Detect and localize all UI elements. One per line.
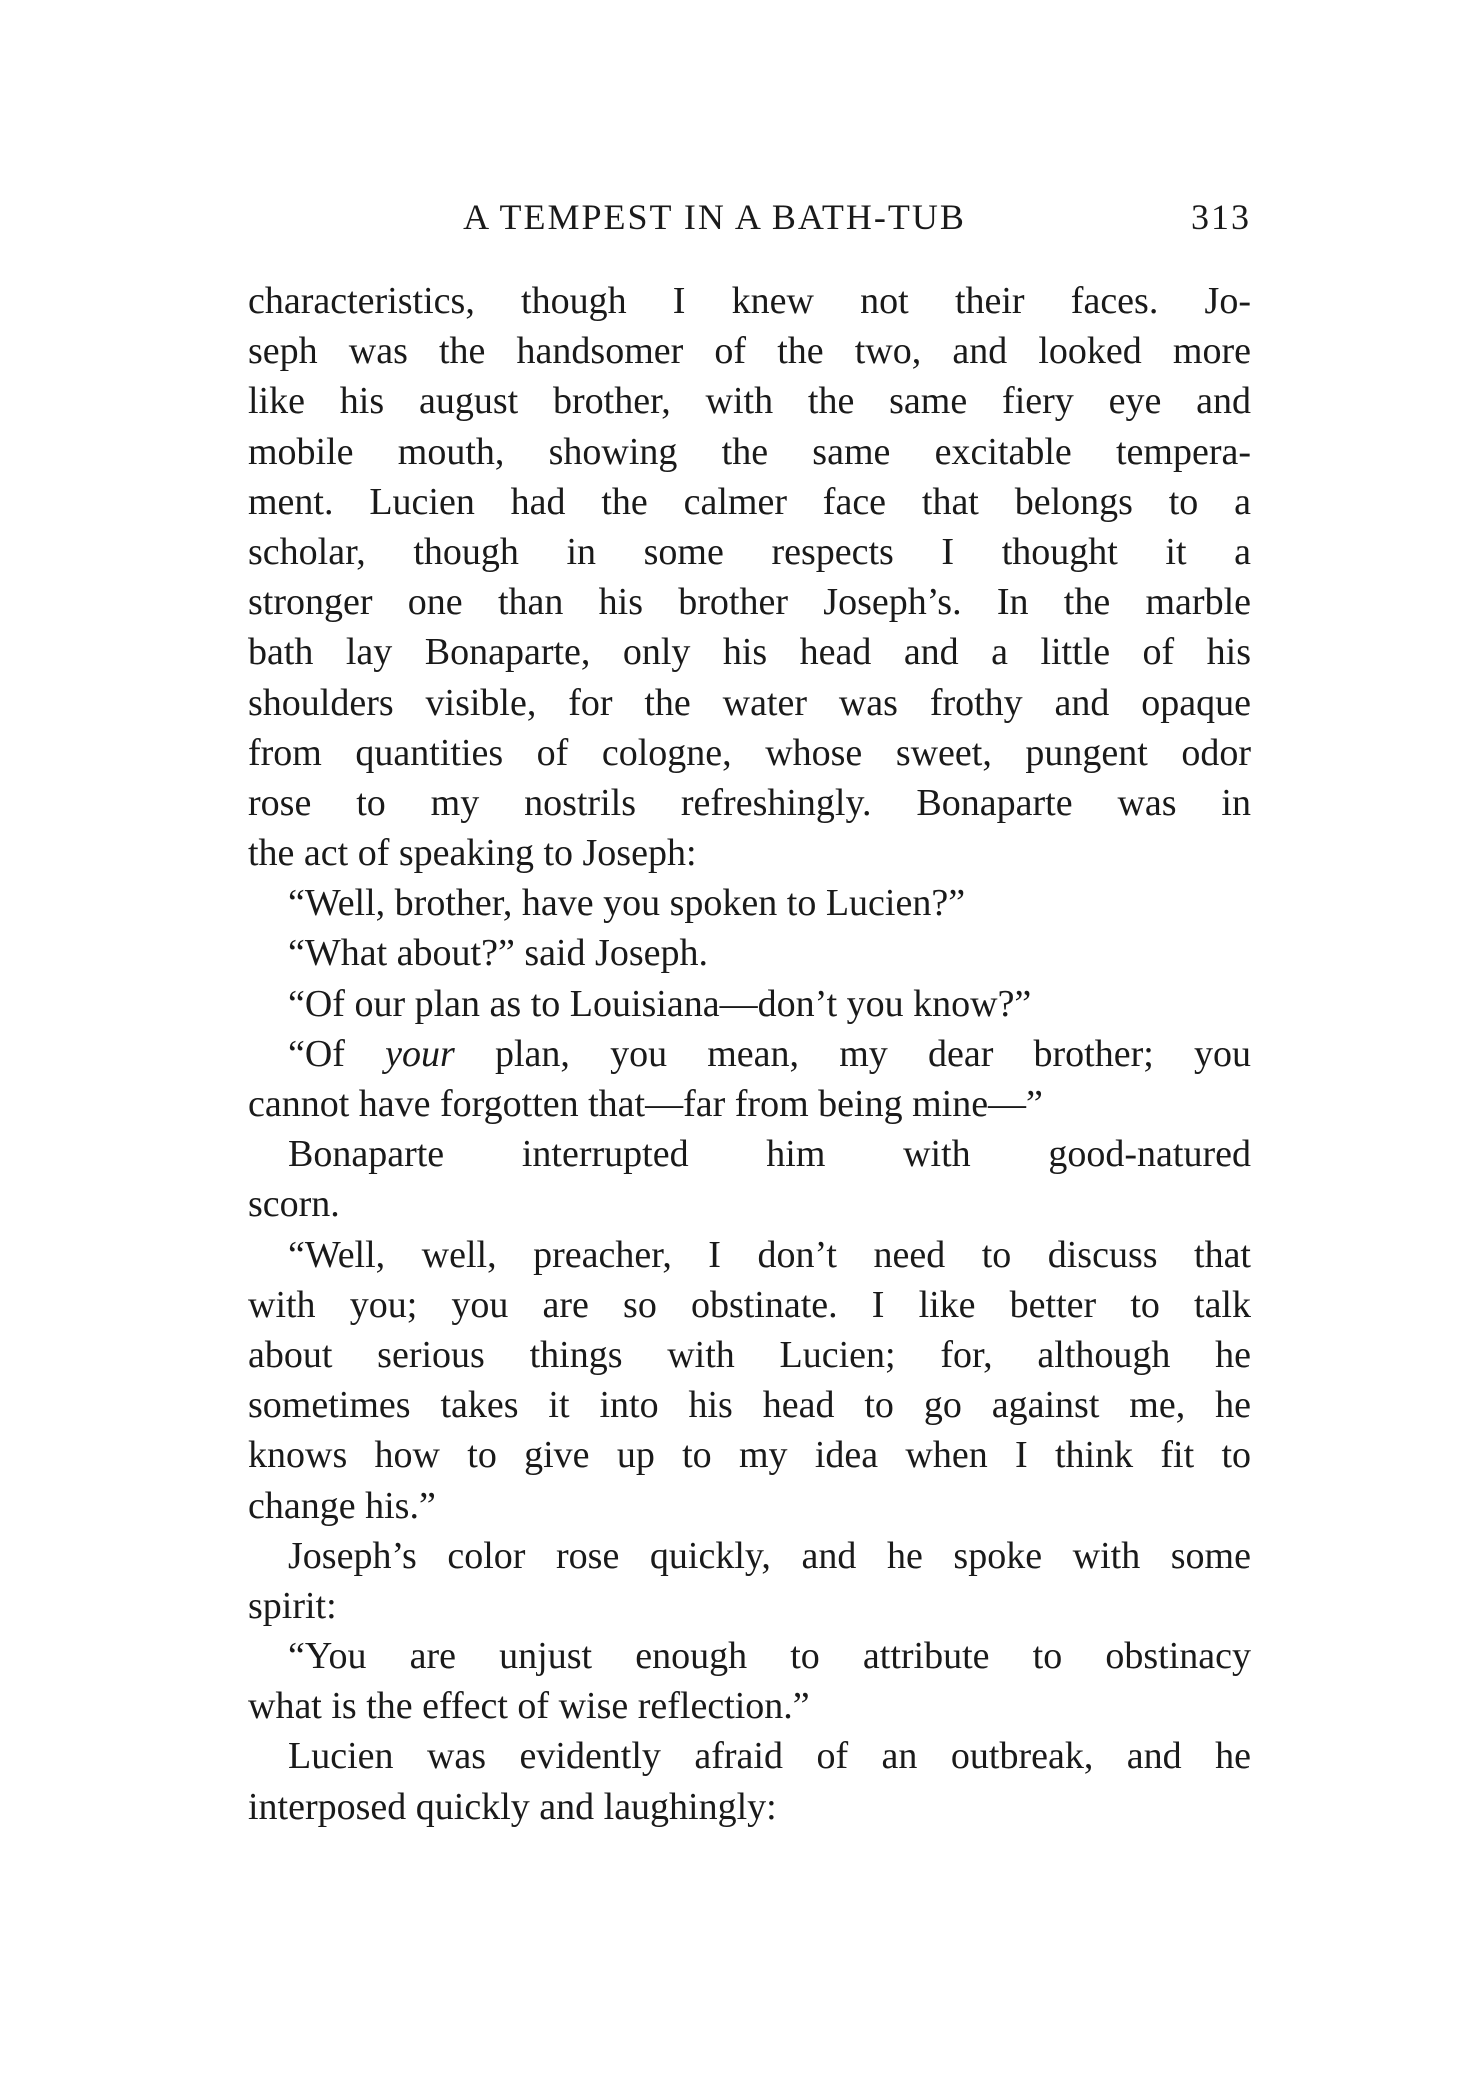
text-line: Lucien was evidently afraid of an outbreak, and he <box>288 1735 1251 1778</box>
text-line: Joseph’s color rose quickly, and he spoke with some <box>288 1534 1251 1577</box>
running-head <box>248 196 1251 248</box>
text-line: “Well, brother, have you spoken to Lucien?” <box>288 882 966 925</box>
text-line: characteristics, though I knew not their faces. Jo- <box>248 280 1251 322</box>
text-line: what is the effect of wise reflection.” <box>248 1685 810 1728</box>
text-line: rose to my nostrils refreshingly. Bonaparte was in <box>248 781 1251 824</box>
text-line: sometimes takes it into his head to go against me, he <box>248 1384 1251 1427</box>
page-number: 313 <box>1191 197 1251 237</box>
text-line: like his august brother, with the same fiery eye and <box>248 380 1251 423</box>
text-line: spirit: <box>248 1584 337 1627</box>
text-line: change his.” <box>248 1484 436 1527</box>
text-line: “Of our plan as to Louisiana—don’t you know?” <box>288 982 1032 1025</box>
text-line: “Of your plan, you mean, my dear brother; you <box>288 1032 1251 1075</box>
text-line: Bonaparte interrupted him with good-natured <box>288 1133 1251 1176</box>
running-title: A TEMPEST IN A BATH-TUB <box>463 197 966 237</box>
text-line: “What about?” said Joseph. <box>288 932 708 975</box>
text-line: with you; you are so obstinate. I like better to talk <box>248 1283 1251 1326</box>
text-line: scholar, though in some respects I thought it a <box>248 530 1251 573</box>
text-line: scorn. <box>248 1183 340 1226</box>
text-line: knows how to give up to my idea when I think fit to <box>248 1434 1251 1477</box>
text-line: ment. Lucien had the calmer face that belongs to a <box>248 480 1251 523</box>
text-line: about serious things with Lucien; for, although he <box>248 1333 1251 1376</box>
text-line: bath lay Bonaparte, only his head and a little of his <box>248 631 1251 674</box>
text-line: from quantities of cologne, whose sweet, pungent odor <box>248 731 1251 774</box>
text-line: stronger one than his brother Joseph’s. In the marble <box>248 581 1251 624</box>
body-text <box>248 276 1251 1832</box>
text-line: the act of speaking to Joseph: <box>248 832 697 875</box>
emphasized-word: your <box>385 1032 455 1075</box>
text-line: seph was the handsomer of the two, and looked more <box>248 330 1251 373</box>
text-line: interposed quickly and laughingly: <box>248 1785 777 1828</box>
text-line: cannot have forgotten that—far from being mine—” <box>248 1083 1043 1125</box>
text-line: “Well, well, preacher, I don’t need to discuss that <box>288 1233 1251 1276</box>
text-line: “You are unjust enough to attribute to obstinacy <box>288 1635 1251 1678</box>
text-line: shoulders visible, for the water was frothy and opaque <box>248 681 1251 724</box>
text-line: mobile mouth, showing the same excitable tempera- <box>248 430 1251 473</box>
